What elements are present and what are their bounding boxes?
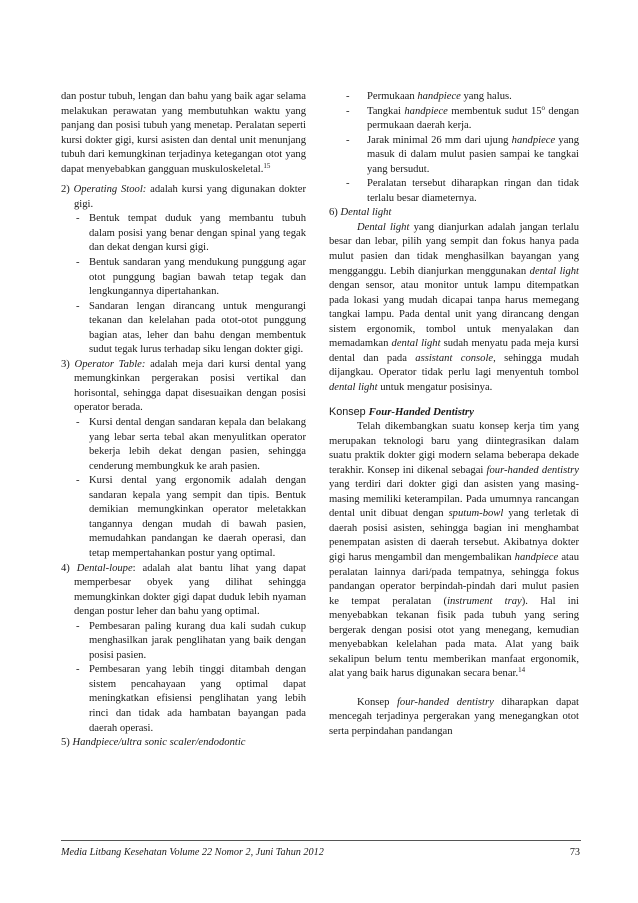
sub-item: - Pembesaran yang lebih tinggi ditambah dengan sistem pencahayaan yang optimal dapat meningkatkan efisiensi penglihatan yang lebih rinci dan tidak ada hambatan bayangan pada daerah operasi. — [76, 664, 306, 734]
list-item-operator-table — [61, 358, 306, 416]
sub-item: - Peralatan tersebut diharapkan ringan dan tidak terlalu besar diameternya. — [346, 178, 579, 204]
sub-item: - Permukaan handpiece yang halus. — [346, 91, 512, 102]
item-number: 5) — [61, 737, 70, 749]
page-number: 73 — [569, 847, 580, 858]
intro-text: dan postur tubuh, lengan dan bahu yang baik agar selama melakukan perawatan yang membutuhkan waktu yang panjang dan posisi tubuh yang menetap. Peralatan seperti kursi dokter gigi, kursi asisten dan dental unit menunjang tubuh dari kemungkinan terjadinya ketegangan otot yang dapat menyebabkan gangguan muskuloskeletal. — [61, 91, 306, 175]
section-heading: Konsep Four-Handed Dentistry — [329, 406, 474, 419]
footer-journal-name: Media Litbang Kesehatan Volume 22 Nomor 2, Juni Tahun 2012 — [61, 847, 324, 858]
item-title: Operator Table: — [74, 358, 146, 370]
sub-item: - Bentuk sandaran yang mendukung punggung agar otot punggung bagian bawah tetap tegak dan lengkungannya dipertahankan. — [76, 257, 306, 298]
item-title: Handpiece/ultra sonic scaler/endodontic — [72, 737, 246, 749]
intro-paragraph — [61, 90, 306, 177]
sub-item: - Sandaran lengan dirancang untuk mengurangi tekanan dan kelelahan pada otot-otot punggung bagian atas, leher dan bahu dengan membentuk sudut tegak lurus terhadap siku lengan dokter gigi. — [76, 300, 306, 356]
item-text: adalah meja dari kursi dental yang memungkinkan pergerakan posisi vertikal dan horisontal, sehingga dapat disesuaikan dengan posisi operator berada. — [74, 358, 306, 414]
sub-item: - Pembesaran paling kurang dua kali sudah cukup menghasilkan jarak penglihatan yang baik dengan posisi pasien. — [76, 620, 306, 661]
item-text: : adalah alat bantu lihat yang dapat memperbesar obyek yang dilihat sehingga memungkinkan dokter gigi dapat duduk lebih nyaman dengan postur leher dan bahu yang optimal. — [74, 562, 306, 618]
item-number: 3) — [61, 358, 70, 370]
reference-superscript: 14 — [518, 666, 526, 675]
item-number: 4) — [61, 562, 70, 574]
sub-item: - Kursi dental yang ergonomik adalah dengan sandaran kepala yang sempit dan tipis. Bentuk demikian memungkinkan operator meletakkan tangannya dengan mudah di bawah pasien, memudahkan pandangan ke daerah operasi, dan tetap mempertahankan postur yang optimal. — [76, 475, 306, 559]
footer-divider — [61, 840, 581, 841]
list-item-dental-light — [329, 206, 579, 221]
item-number: 6) — [329, 207, 338, 219]
right-column — [329, 90, 579, 740]
dental-light-paragraph: Dental light yang dianjurkan adalah jangan terlalu besar dan lebar, pilih yang sempit dan fokus hanya pada mulut pasien dan tidak menghasilkan bayangan yang mengganggu. Lebih dianjurkan menggunakan dental light dengan sensor, atau monitor untuk lampu ditempatkan pada lokasi yang mudah dicapai tanpa harus memegang tangkai lampu. Pada dental unit yang dirancang dengan sistem ergonomik, tombol untuk menyalakan dan memadamkan dental light sudah menyatu pada meja kursi dental dan pada assistant console, sehingga mudah dijangkau. Operator tidak perlu lagi menyentuh tombol dental light untuk mengatur posisinya. — [329, 221, 580, 393]
sub-item: - Tangkai handpiece membentuk sudut 15$^o$ dengan permukaan daerah kerja. — [346, 103, 579, 132]
sub-item: - Bentuk tempat duduk yang membantu tubuh dalam posisi yang benar dengan spinal yang tegak dan dekat dengan kursi gigi. — [76, 213, 306, 254]
left-column — [61, 90, 306, 751]
list-item-dental-loupe — [61, 562, 306, 620]
item-title: Operating Stool: — [73, 184, 147, 196]
four-handed-paragraph-2: Konsep four-handed dentistry diharapkan dapat mencegah terjadinya pergerakan yang menegangkan otot serta perpindahan pandangan — [329, 696, 580, 737]
reference-superscript: 15 — [263, 161, 271, 170]
item-number: 2) — [61, 184, 70, 196]
item-text: adalah kursi yang digunakan dokter gigi. — [74, 184, 306, 210]
four-handed-paragraph: Telah dikembangkan suatu konsep kerja tim yang merupakan teknologi baru yang diintegrasikan dalam suatu praktik dokter gigi modern selama beberapa dekade terakhir. Konsep ini dikenal sebagai four-handed dentistry yang terdiri dari dokter gigi dan asisten yang masing-masing memiliki keterampilan. Pada umumnya rancangan dental unit dibuat dengan sputum-bowl yang terletak di daerah posisi asisten, sehingga bagian ini menghambat penempatan asisten di daerah tersebut. Akibatnya dokter gigi harus mengambil dan mengembalikan handpiece atau peralatan lainnya dari/pada tempatnya, sehingga fokus pandangan operator berpindah-pindah dari mulut pasien ke tempat peralatan (instrument tray). Hal ini menyebabkan tekanan fisik pada tubuh yang sering bergerak dengan posisi otot yang menegang, kemudian menyebabkan kelelahan pada mata. Alat yang baik sekalipun belum tentu memberikan manfaat ergonomik, alat yang baik harus digunakan secara benar.$^{14}$ — [329, 421, 579, 680]
item-title: Dental light — [340, 207, 392, 219]
sub-item: - Kursi dental dengan sandaran kepala dan belakang yang lebar serta tebal akan menyulitkan operator bekerja lebih dekat dengan pasien, sehingga cenderung membungkuk ke arah pasien. — [76, 417, 306, 472]
sub-item: - Jarak minimal 26 mm dari ujung handpiece yang masuk di dalam mulut pasien sampai ke tangkai yang bersudut. — [346, 134, 579, 175]
list-item-handpiece — [61, 736, 306, 751]
item-title: Dental-loupe — [76, 562, 133, 574]
list-item-operating-stool — [61, 183, 306, 212]
